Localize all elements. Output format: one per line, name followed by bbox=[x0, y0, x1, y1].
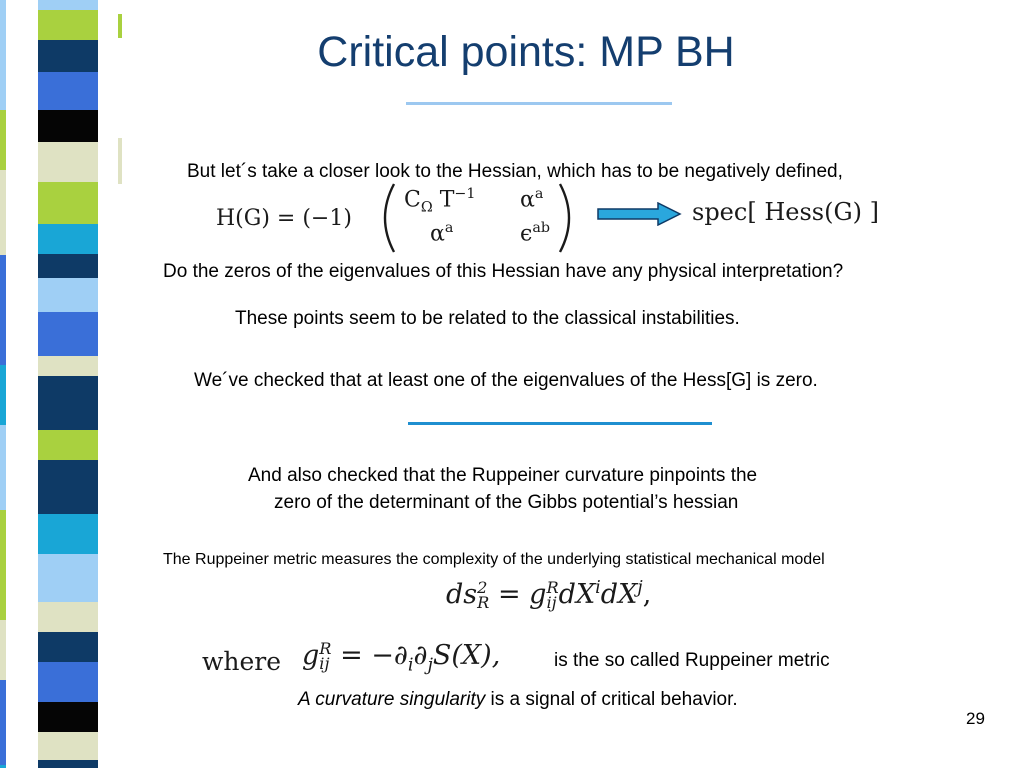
where-equation bbox=[302, 640, 500, 675]
metric-comma: , bbox=[642, 579, 652, 610]
conclusion-rest: is a signal of critical behavior. bbox=[485, 689, 738, 710]
where-sub-j: j bbox=[427, 655, 433, 676]
matrix-a22-sup: ab bbox=[532, 220, 551, 236]
conclusion-italic: A curvature singularity bbox=[298, 689, 486, 710]
metric-dx2: dX bbox=[600, 579, 638, 610]
matrix-a21-alpha: α bbox=[430, 221, 445, 247]
checked-text: We´ve checked that at least one of the eigenvalues of the Hess[G] is zero. bbox=[194, 370, 818, 391]
matrix-a11 bbox=[404, 186, 475, 216]
accent-mark-mid bbox=[118, 138, 122, 184]
ruppeiner-line-1: And also checked that the Ruppeiner curvature pinpoints the bbox=[248, 465, 758, 486]
page-number: 29 bbox=[966, 709, 985, 728]
matrix-a21-sup: a bbox=[444, 220, 454, 236]
matrix-a11-t-sup: −1 bbox=[454, 186, 476, 202]
conclusion-text bbox=[298, 689, 738, 711]
metric-g-sup: R bbox=[546, 577, 559, 597]
metric-description: The Ruppeiner metric measures the complexity of the underlying statistical mechanical model bbox=[163, 551, 825, 568]
where-g-sub: ij bbox=[319, 653, 330, 673]
where-g: g bbox=[302, 640, 320, 671]
where-rhs: = −∂ bbox=[340, 640, 408, 671]
metric-ds-sub: R bbox=[477, 592, 490, 612]
arrow-right-icon bbox=[596, 202, 682, 226]
hessian-lhs: H(G) = (−1) bbox=[216, 206, 352, 231]
matrix-a12-sup: a bbox=[534, 186, 544, 202]
matrix-a22-eps: ϵ bbox=[520, 221, 533, 247]
matrix-a11-t: T bbox=[439, 187, 455, 213]
metric-equation bbox=[446, 578, 651, 610]
decorative-stripe-border bbox=[0, 0, 112, 768]
matrix-a12-alpha: α bbox=[520, 187, 535, 213]
matrix-a11-c: C bbox=[404, 187, 421, 213]
matrix-a21 bbox=[430, 220, 453, 246]
where-word: where bbox=[202, 647, 282, 676]
matrix-right-paren bbox=[556, 182, 582, 254]
title-underline bbox=[406, 102, 672, 105]
metric-equals: = bbox=[497, 579, 521, 610]
where-s: S(X), bbox=[432, 640, 501, 671]
matrix-a11-sub: Ω bbox=[420, 199, 433, 216]
metric-ds: ds bbox=[446, 579, 478, 610]
matrix-a22 bbox=[520, 220, 550, 246]
related-text: These points seem to be related to the classical instabilities. bbox=[235, 308, 740, 329]
metric-dx: dX bbox=[558, 579, 596, 610]
spec-hess: spec[ Hess(G) ] bbox=[692, 198, 879, 226]
metric-g-sub: ij bbox=[546, 592, 557, 612]
intro-text: But let´s take a closer look to the Hessian, which has to be negatively defined, bbox=[187, 161, 843, 182]
ruppeiner-line-2: zero of the determinant of the Gibbs potential’s hessian bbox=[274, 492, 739, 513]
where-g-sup: R bbox=[319, 638, 332, 658]
matrix-a12 bbox=[520, 186, 543, 212]
where-tail-text: is the so called Ruppeiner metric bbox=[554, 650, 830, 671]
matrix-left-paren bbox=[372, 182, 398, 254]
metric-g: g bbox=[529, 579, 547, 610]
slide-title: Critical points: MP BH bbox=[317, 28, 735, 76]
metric-dx-sup-i: i bbox=[595, 578, 601, 598]
where-d2: ∂ bbox=[413, 640, 428, 671]
question-text: Do the zeros of the eigenvalues of this Hessian have any physical interpretation? bbox=[163, 261, 844, 282]
where-sub-i: i bbox=[407, 655, 414, 676]
metric-ds-sup: 2 bbox=[477, 577, 488, 597]
section-divider bbox=[408, 422, 712, 425]
metric-dx-sup-j: j bbox=[637, 578, 643, 598]
